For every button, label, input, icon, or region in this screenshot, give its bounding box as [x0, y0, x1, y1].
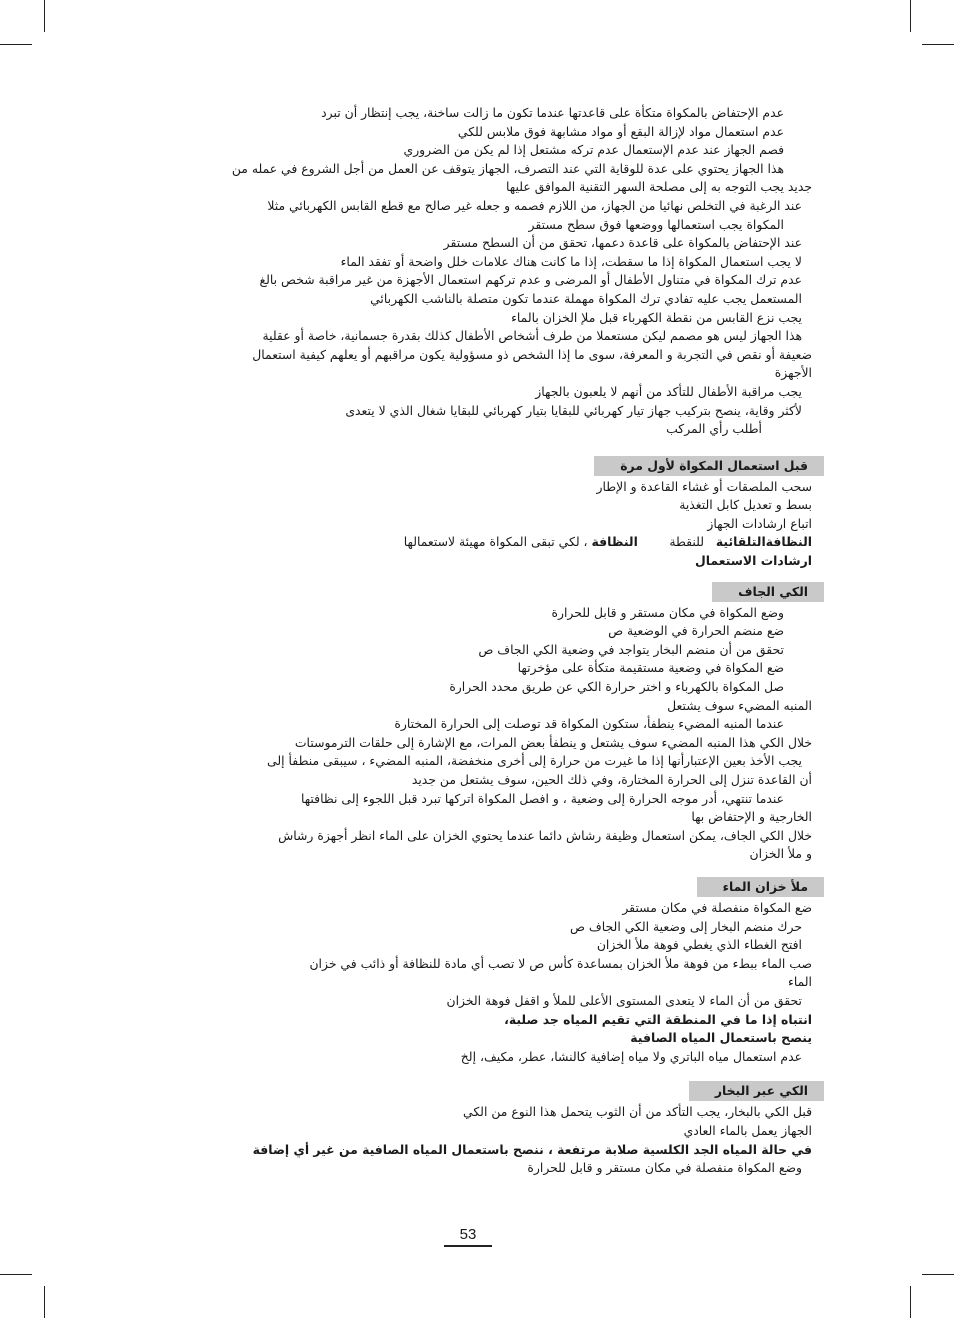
safety-line: أطلب رأي المركب [666, 421, 762, 437]
hard-water-warning: انتباه إذا ما في المنطقة التي تقيم المياه جد صلبة، [504, 1011, 812, 1027]
fill-tank-section [222, 876, 812, 1066]
fill-line: عدم استعمال مياه الباتري ولا مياه إضافية كالنشا، عطر، مكيف، إلخ [460, 1048, 802, 1064]
dry-line: المنبه المضيء سوف يشتعل [667, 697, 812, 713]
cleaning-label: النظافة [591, 534, 638, 550]
safety-line: عدم استعمال مواد لإزالة البقع أو مواد مشابهة فوق ملابس للكي [457, 123, 784, 139]
safety-line: ضعيفة أو نقص في التجربة و المعرفة، سوى ما إذا الشخص ذو مسؤولية يكون مراقبهم أو يعلهم كيفية استعمال [252, 346, 812, 362]
cleaning-line [222, 533, 812, 552]
dry-line: أن القاعدة تنزل إلى الحرارة المختارة، وفي ذلك الحين، سوف يشتعل من جديد [411, 772, 812, 787]
cleaning-text: للنقطة [669, 534, 705, 550]
dry-line: الخارجية و الإحتفاض بها [691, 809, 812, 825]
dry-line: ضع منضم الحرارة في الوضعية ص [608, 623, 784, 639]
fill-line: ضع المكواة منفصلة في مكان مستقر [622, 899, 812, 915]
fill-line: افتح الغطاء الذي يغطي فوهة ملأ الخزان [596, 937, 802, 953]
dry-line: وضع المكواة في مكان مستقر و قابل للحرارة [551, 604, 784, 620]
steam-line: الجهاز يعمل بالماء العادي [683, 1122, 812, 1138]
safety-line: المستعمل يجب عليه تفادي ترك المكواة مهملة عندما تكون متصلة بالناشب الكهربائي [370, 290, 802, 306]
dry-line: تحقق من أن منضم البخار يتواجد في وضعية الكي الجاف ص [478, 641, 784, 657]
crop-mark [922, 44, 954, 45]
safety-line: عدم الإحتفاض بالمكواة متكأة على قاعدتها عندما تكون ما زالت ساخنة، يجب إنتظار أن تبرد [321, 105, 784, 120]
section-heading: ملأ خزان الماء [697, 877, 824, 897]
dry-line: ضع المكواة في وضعية مستقيمة متكأة على مؤخرتها [517, 660, 784, 676]
safety-line: هذا الجهاز يحتوي على عدة للوقاية التي عند التصرف، الجهاز يتوقف عن العمل من أجل الشروع في عمله من [231, 160, 784, 176]
fill-line: صب الماء ببطء من فوهة ملأ الخزان بمساعدة كأس ص لا تصب أي مادة للنظافة أو ذائب في خزان [309, 955, 812, 971]
safety-line: لأكثر وقاية، ينصح بتركيب جهاز تيار كهربائي للبقايا بتيار كهربائي للبقايا شغال الذي لا يتعدى [345, 402, 802, 418]
fill-line: حرك منضم البخار إلى وضعية الكي الجاف ص [570, 918, 802, 934]
first-use-section [222, 455, 812, 571]
cleaning-text: ، لكي تبقى المكواة مهيئة لاستعمالها [403, 534, 588, 550]
cleaning-label: النظافةالتلقائية [715, 534, 812, 550]
crop-mark [0, 44, 32, 45]
dry-line: خلال الكي الجاف، يمكن استعمال وظيفة رشاش دائما عندما يحتوي الخزان على الماء انظر أجهزة رشاش [278, 827, 812, 843]
first-use-line: بسط و تعديل كابل التغذية [679, 497, 812, 513]
crop-mark [44, 0, 45, 32]
safety-line: جديد يجب التوجه به إلى مصلحة السهر التقنية الموافق عليها [506, 179, 812, 195]
steam-line: وضع المكواة منفصلة في مكان مستقر و قابل للحرارة [527, 1160, 802, 1176]
safety-line: هذا الجهاز ليس هو مصمم ليكن مستعملا من طرف أشخاص الأطفال كذلك بقدرة جسمانية، خاصة أو عقلية [262, 328, 802, 344]
dry-line: خلال الكي هذا المنبه المضيء سوف يشتعل و ينطفأ بعض المرات، مع الإشارة إلى حلقات الترموستات [294, 734, 812, 750]
crop-mark [910, 1286, 911, 1318]
dry-line: يجب الأخذ بعين الإعتبارأنها إذا ما غيرت من حرارة إلى أخرى منخفضة، المنبه المضيء ، سيبقى منطفأ إلى [267, 753, 802, 769]
safety-line: يجب نزع القابس من نقطة الكهرباء قبل ملإ الخزان بالماء [511, 309, 802, 325]
section-heading: الكي عبر البخار [689, 1081, 824, 1101]
hard-water-note: في حالة المياه الجد الكلسية صلابة مرتفعة ، ننصح باستعمال المياه الصافية من غير أي إضافة [252, 1141, 812, 1157]
hard-water-warning: ينصح باستعمال المياه الصافية [630, 1030, 812, 1046]
dry-line: عندما المنبه المضيء ينطفأ، ستكون المكواة قد توصلت إلى الحرارة المختارة [394, 716, 784, 732]
steam-ironing-section [222, 1080, 812, 1177]
crop-mark [44, 1286, 45, 1318]
safety-line: لا يجب استعمال المكواة إذا ما سقطت، إذا ما كانت هناك علامات خلل واضحة أو تفقد الماء [340, 253, 802, 269]
safety-line: الأجهزة [774, 365, 812, 381]
safety-section [222, 104, 812, 439]
dry-line: صل المكواة بالكهرباء و اختر حرارة الكي عن طريق محدد الحرارة [449, 679, 784, 695]
first-use-line: اتباع ارشادات الجهاز [707, 515, 812, 531]
safety-line: عدم ترك المكواة في متناول الأطفال أو المرضى و عدم تركهم استعمال الأجهزة من غير مراقبة شخص بالغ [259, 272, 802, 288]
crop-mark [922, 1274, 954, 1275]
steam-line: قبل الكي بالبخار، يجب التأكد من أن الثوب يتحمل هذا النوع من الكي [463, 1104, 812, 1120]
fill-line: تحقق من أن الماء لا يتعدى المستوى الأعلى للملأ و اقفل فوهة الخزان [446, 992, 802, 1008]
safety-line: عند الرغبة في التخلص نهائيا من الجهاز، من اللازم فصمه و جعله غير صالح مع قطع القابس الكهربائي مثلا [267, 197, 802, 213]
crop-mark [910, 0, 911, 32]
crop-mark [0, 1274, 32, 1275]
section-heading: قبل استعمال المكواة لأول مرة [594, 456, 824, 476]
section-heading: الكي الجاف [712, 582, 824, 602]
safety-line: فصم الجهاز عند عدم الإستعمال عدم تركه مشتعل إذا لم يكن من الضروري [403, 142, 784, 158]
instructions-heading: ارشادات الاستعمال [694, 553, 812, 569]
safety-line: عند الإحتفاض بالمكواة على قاعدة دعمها، تحقق من أن السطح مستقر [443, 235, 802, 251]
dry-ironing-section [222, 581, 812, 864]
dry-line: و ملأ الخزان [749, 846, 812, 862]
dry-line: عندما تنتهي، أدر موجه الحرارة إلى وضعية ، و افصل المكواة اتركها تبرد قبل اللجوء إلى نظافتها [300, 790, 784, 806]
first-use-line: سحب الملصقات أو غشاء القاعدة و الإطار [596, 478, 812, 494]
safety-line: يجب مراقبة الأطفال للتأكد من أنهم لا يلعبون بالجهاز [535, 383, 802, 399]
manual-page [222, 104, 812, 1178]
page-number: 53 [444, 1226, 492, 1247]
fill-line: الماء [788, 974, 812, 990]
safety-line: المكواة يجب استعمالها ووضعها فوق سطح مستقر [528, 216, 784, 232]
